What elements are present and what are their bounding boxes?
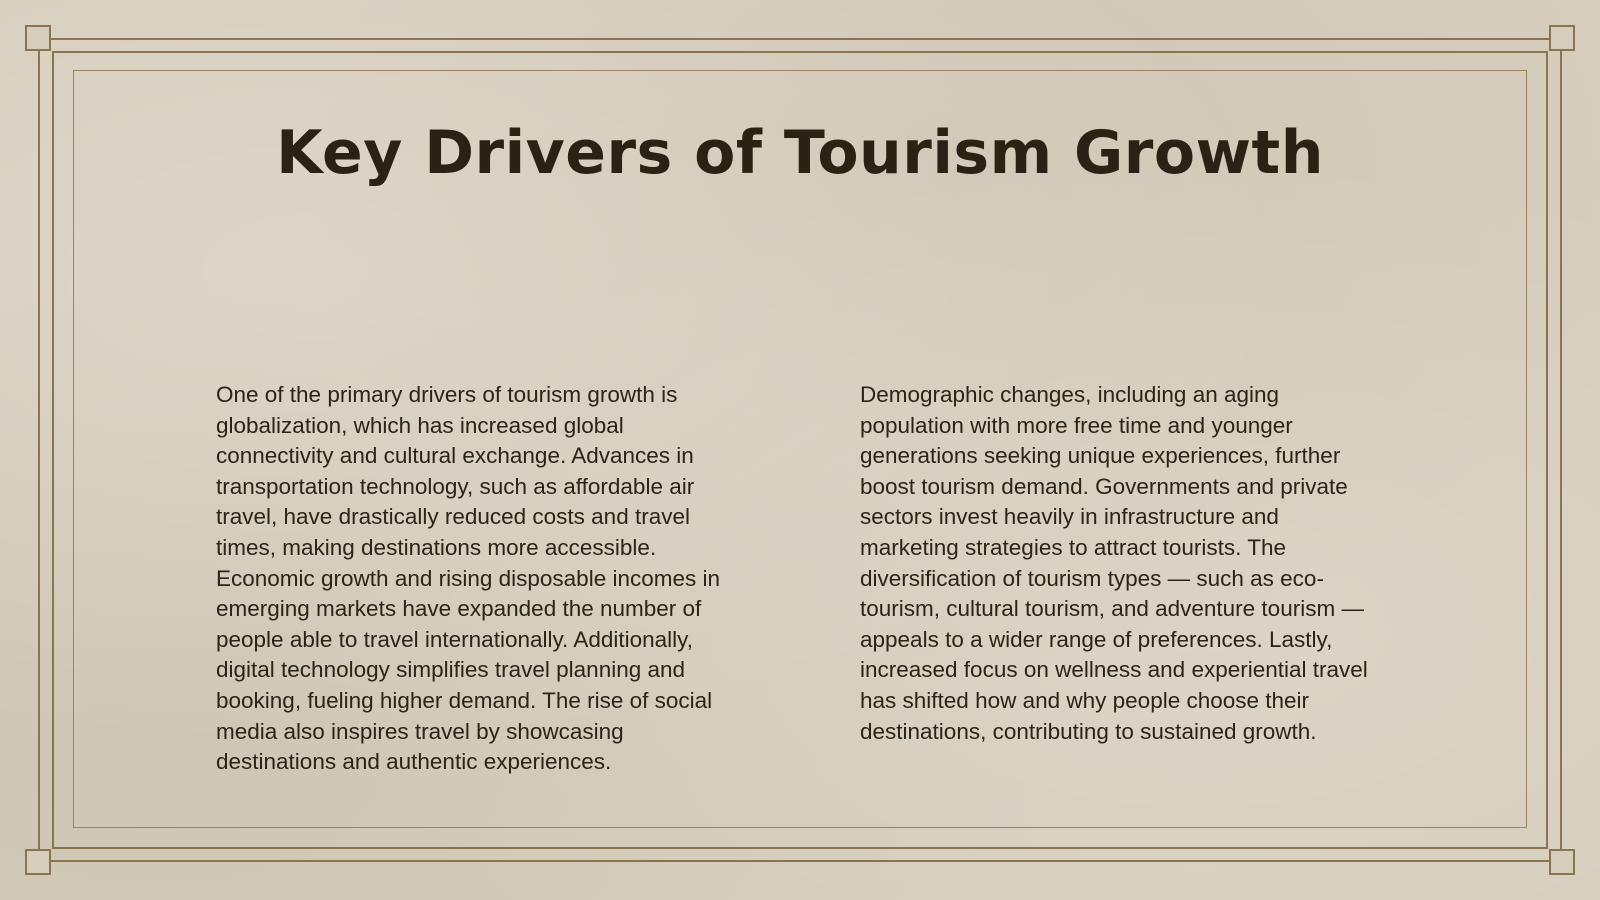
corner-ornament-top-left [25, 25, 51, 51]
frame-line-bottom-inner [52, 847, 1548, 849]
frame-line-bottom-outer [38, 860, 1562, 862]
slide-title: Key Drivers of Tourism Growth [276, 118, 1324, 188]
corner-ornament-bottom-right [1549, 849, 1575, 875]
corner-ornament-bottom-left [25, 849, 51, 875]
frame-line-top-outer [38, 38, 1562, 40]
right-paragraph: Demographic changes, including an aging population with more free time and younger generations seeking unique experiences, further boost tourism demand. Governments and private sectors invest heavily in infrastructure and marketing strategies to attract tourists. The diversification of tourism types — such as eco-tourism, cultural tourism, and adventure tourism — appeals to a wider range of preferences. Lastly, increased focus on wellness and experiential travel has shifted how and why people choose their destinations, contributing to sustained growth. [860, 382, 1368, 744]
frame-line-top-inner [52, 51, 1548, 53]
corner-ornament-top-right [1549, 25, 1575, 51]
left-paragraph: One of the primary drivers of tourism growth is globalization, which has increased global connectivity and cultural exchange. Advances in transportation technology, such as affordable air travel, have drastically reduced costs and travel times, making destinations more accessible. Economic growth and rising disposable incomes in emerging markets have expanded the number of people able to travel internationally. Additionally, digital technology simplifies travel planning and booking, fueling higher demand. The rise of social media also inspires travel by showcasing destinations and authentic experiences. [216, 382, 721, 775]
